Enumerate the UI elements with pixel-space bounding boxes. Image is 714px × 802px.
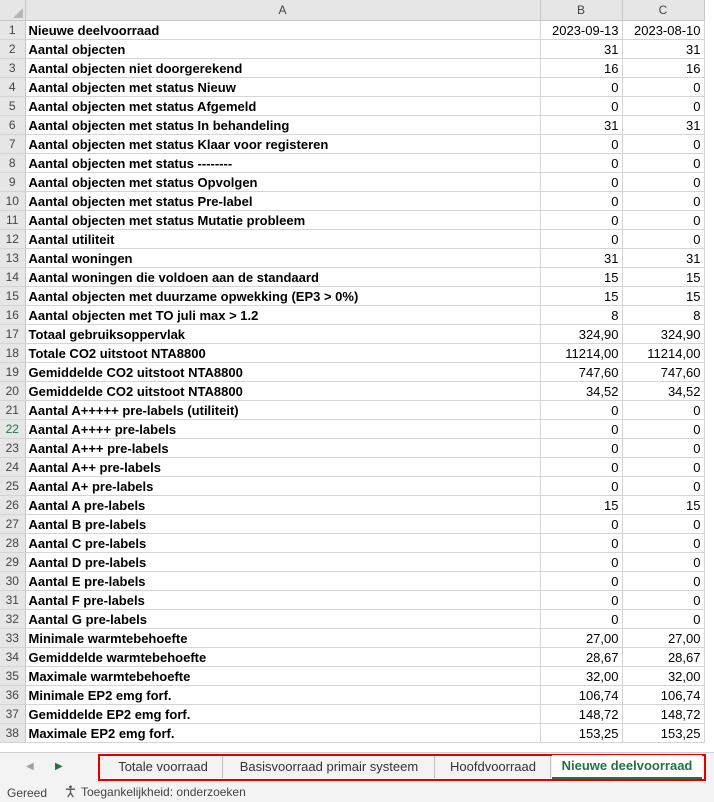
cell-value-c[interactable]: 0	[622, 97, 704, 116]
table-row	[0, 420, 704, 439]
row-number[interactable]: 16	[0, 306, 25, 325]
cell-value-b[interactable]: 0	[540, 135, 622, 154]
row-number[interactable]: 23	[0, 439, 25, 458]
cell-value-b[interactable]: 106,74	[540, 686, 622, 705]
status-bar	[0, 783, 714, 802]
cell-value-b[interactable]: 324,90	[540, 325, 622, 344]
column-header-row	[0, 0, 704, 21]
cell-value-b[interactable]: 153,25	[540, 724, 622, 743]
cell-label[interactable]: Gemiddelde warmtebehoefte	[25, 648, 540, 667]
cell-label[interactable]: Aantal A+++++ pre-labels (utiliteit)	[25, 401, 540, 420]
cell-value-b[interactable]: 8	[540, 306, 622, 325]
cell-value-b[interactable]: 0	[540, 591, 622, 610]
cell-label[interactable]: Aantal objecten met status Nieuw	[25, 78, 540, 97]
row-number[interactable]: 11	[0, 211, 25, 230]
cell-label[interactable]: Gemiddelde CO2 uitstoot NTA8800	[25, 363, 540, 382]
cell-label[interactable]: Aantal A+++ pre-labels	[25, 439, 540, 458]
table-row	[0, 610, 704, 629]
cell-label[interactable]: Minimale EP2 emg forf.	[25, 686, 540, 705]
cell-value-b[interactable]: 0	[540, 610, 622, 629]
cell-value-c[interactable]: 0	[622, 610, 704, 629]
cell-label[interactable]: Aantal objecten met status Opvolgen	[25, 173, 540, 192]
table-row	[0, 287, 704, 306]
cell-date-b[interactable]: 2023-09-13	[540, 21, 622, 40]
cell-value-c[interactable]: 153,25	[622, 724, 704, 743]
cell-label[interactable]: Aantal objecten met TO juli max > 1.2	[25, 306, 540, 325]
cell-label[interactable]: Aantal woningen	[25, 249, 540, 268]
cell-value-c[interactable]: 31	[622, 40, 704, 59]
next-sheet-icon[interactable]: ▶	[55, 761, 63, 772]
row-number[interactable]: 37	[0, 705, 25, 724]
cell-value-b[interactable]: 0	[540, 192, 622, 211]
cell-value-b[interactable]: 0	[540, 230, 622, 249]
cell-value-c[interactable]: 31	[622, 116, 704, 135]
table-row	[0, 401, 704, 420]
row-number[interactable]: 8	[0, 154, 25, 173]
cell-value-b[interactable]: 0	[540, 553, 622, 572]
cell-value-b[interactable]: 0	[540, 173, 622, 192]
row-number[interactable]: 32	[0, 610, 25, 629]
cell-value-b[interactable]: 747,60	[540, 363, 622, 382]
cell-label[interactable]: Aantal A++++ pre-labels	[25, 420, 540, 439]
row-number[interactable]: 7	[0, 135, 25, 154]
row-number[interactable]: 4	[0, 78, 25, 97]
tab-nieuwe-deelvoorraad[interactable]: Nieuwe deelvoorraad	[552, 755, 702, 779]
cell-label[interactable]: Aantal E pre-labels	[25, 572, 540, 591]
table-row	[0, 572, 704, 591]
row-number[interactable]: 38	[0, 724, 25, 743]
accessibility-icon	[64, 785, 77, 798]
select-all-triangle-icon	[13, 8, 23, 18]
cell-value-b[interactable]: 0	[540, 211, 622, 230]
row-number[interactable]: 34	[0, 648, 25, 667]
table-row	[0, 705, 704, 724]
row-number[interactable]: 36	[0, 686, 25, 705]
row-number[interactable]: 10	[0, 192, 25, 211]
cell-value-c[interactable]: 148,72	[622, 705, 704, 724]
row-number[interactable]: 26	[0, 496, 25, 515]
table-row	[0, 59, 704, 78]
cell-label[interactable]: Minimale warmtebehoefte	[25, 629, 540, 648]
cell-value-c[interactable]: 324,90	[622, 325, 704, 344]
cell-value-c[interactable]: 0	[622, 534, 704, 553]
sheet-tab-bar	[0, 752, 714, 783]
table-row	[0, 382, 704, 401]
table-row	[0, 648, 704, 667]
cell-label[interactable]: Totaal gebruiksoppervlak	[25, 325, 540, 344]
cell-label[interactable]: Maximale warmtebehoefte	[25, 667, 540, 686]
tab-hoofdvoorraad[interactable]: Hoofdvoorraad	[436, 756, 551, 778]
cell-label[interactable]: Aantal objecten	[25, 40, 540, 59]
cell-label[interactable]: Aantal woningen die voldoen aan de standaard	[25, 268, 540, 287]
table-row	[0, 78, 704, 97]
cell-value-b[interactable]: 31	[540, 40, 622, 59]
cell-value-b[interactable]: 28,67	[540, 648, 622, 667]
row-number[interactable]: 13	[0, 249, 25, 268]
cell-value-c[interactable]: 31	[622, 249, 704, 268]
row-number[interactable]: 3	[0, 59, 25, 78]
table-row	[0, 135, 704, 154]
cell-value-c[interactable]: 16	[622, 59, 704, 78]
table-row	[0, 116, 704, 135]
cell-value-c[interactable]: 8	[622, 306, 704, 325]
row-number[interactable]: 17	[0, 325, 25, 344]
cell-value-c[interactable]: 0	[622, 458, 704, 477]
cell-label[interactable]: Aantal G pre-labels	[25, 610, 540, 629]
cell-label[interactable]: Aantal objecten niet doorgerekend	[25, 59, 540, 78]
cell-label[interactable]: Gemiddelde CO2 uitstoot NTA8800	[25, 382, 540, 401]
table-row	[0, 629, 704, 648]
table-row	[0, 534, 704, 553]
cell-value-c[interactable]: 0	[622, 553, 704, 572]
cell-value-b[interactable]: 15	[540, 287, 622, 306]
row-number[interactable]: 18	[0, 344, 25, 363]
table-row	[0, 553, 704, 572]
row-number[interactable]: 29	[0, 553, 25, 572]
row-number[interactable]: 22	[0, 420, 25, 439]
cell-value-b[interactable]: 0	[540, 477, 622, 496]
row-number[interactable]: 21	[0, 401, 25, 420]
row-number[interactable]: 14	[0, 268, 25, 287]
cell-value-c[interactable]: 0	[622, 572, 704, 591]
row-number[interactable]: 1	[0, 21, 25, 40]
cell-value-c[interactable]: 0	[622, 173, 704, 192]
row-number[interactable]: 25	[0, 477, 25, 496]
cell-value-c[interactable]: 0	[622, 420, 704, 439]
cell-value-b[interactable]: 0	[540, 78, 622, 97]
cell-value-c[interactable]: 34,52	[622, 382, 704, 401]
status-ready: Gereed	[7, 786, 48, 800]
cell-value-b[interactable]: 15	[540, 268, 622, 287]
cell-label[interactable]: Aantal A pre-labels	[25, 496, 540, 515]
cell-label[interactable]: Aantal B pre-labels	[25, 515, 540, 534]
cell-value-b[interactable]: 15	[540, 496, 622, 515]
cell-value-b[interactable]: 0	[540, 515, 622, 534]
cell-value-b[interactable]: 0	[540, 401, 622, 420]
table-row	[0, 496, 704, 515]
cell-value-c[interactable]: 0	[622, 78, 704, 97]
cell-value-b[interactable]: 16	[540, 59, 622, 78]
tab-totale-voorraad[interactable]: Totale voorraad	[104, 756, 223, 778]
row-number[interactable]: 12	[0, 230, 25, 249]
cell-value-b[interactable]: 31	[540, 116, 622, 135]
table-row	[0, 591, 704, 610]
cell-value-c[interactable]: 0	[622, 401, 704, 420]
cell-value-b[interactable]: 148,72	[540, 705, 622, 724]
cell-value-c[interactable]: 0	[622, 477, 704, 496]
cell-value-b[interactable]: 27,00	[540, 629, 622, 648]
select-all-corner[interactable]	[0, 0, 25, 21]
table-row	[0, 344, 704, 363]
cell-value-b[interactable]: 0	[540, 458, 622, 477]
row-number[interactable]: 9	[0, 173, 25, 192]
cell-date-c[interactable]: 2023-08-10	[622, 21, 704, 40]
table-row	[0, 268, 704, 287]
cell-label[interactable]: Aantal A+ pre-labels	[25, 477, 540, 496]
cell-label[interactable]: Aantal objecten met status Afgemeld	[25, 97, 540, 116]
cell-value-c[interactable]: 15	[622, 496, 704, 515]
row-number[interactable]: 30	[0, 572, 25, 591]
tab-basisvoorraad-primair-systeem[interactable]: Basisvoorraad primair systeem	[224, 756, 435, 778]
table-row	[0, 439, 704, 458]
row-number[interactable]: 5	[0, 97, 25, 116]
table-row	[0, 667, 704, 686]
accessibility-label: Toegankelijkheid: onderzoeken	[81, 785, 246, 799]
row-number[interactable]: 19	[0, 363, 25, 382]
row-number[interactable]: 24	[0, 458, 25, 477]
table-row	[0, 325, 704, 344]
table-row	[0, 192, 704, 211]
accessibility-check[interactable]	[64, 785, 246, 799]
table-row	[0, 154, 704, 173]
table-row	[0, 363, 704, 382]
cell-value-c[interactable]: 28,67	[622, 648, 704, 667]
cell-label[interactable]: Aantal objecten met status Pre-label	[25, 192, 540, 211]
table-row	[0, 97, 704, 116]
cell-value-c[interactable]: 32,00	[622, 667, 704, 686]
table-row	[0, 211, 704, 230]
cell-value-c[interactable]: 11214,00	[622, 344, 704, 363]
cell-label[interactable]: Aantal objecten met status Mutatie probleem	[25, 211, 540, 230]
cell-value-c[interactable]: 0	[622, 439, 704, 458]
cell-value-b[interactable]: 0	[540, 420, 622, 439]
row-number[interactable]: 20	[0, 382, 25, 401]
row-number[interactable]: 27	[0, 515, 25, 534]
cell-value-c[interactable]: 27,00	[622, 629, 704, 648]
cell-value-c[interactable]: 0	[622, 211, 704, 230]
cell-value-b[interactable]: 0	[540, 439, 622, 458]
prev-sheet-icon[interactable]: ◀	[26, 761, 34, 772]
table-row	[0, 686, 704, 705]
table-body	[0, 21, 704, 743]
table-row	[0, 477, 704, 496]
row-number[interactable]: 2	[0, 40, 25, 59]
row-number[interactable]: 15	[0, 287, 25, 306]
cell-value-c[interactable]: 15	[622, 268, 704, 287]
cell-value-c[interactable]: 0	[622, 591, 704, 610]
row-number[interactable]: 31	[0, 591, 25, 610]
table-row	[0, 40, 704, 59]
cell-label[interactable]: Aantal objecten met status Klaar voor registeren	[25, 135, 540, 154]
cell-value-c[interactable]: 0	[622, 135, 704, 154]
table-row	[0, 230, 704, 249]
cell-value-b[interactable]: 31	[540, 249, 622, 268]
cell-label[interactable]: Aantal A++ pre-labels	[25, 458, 540, 477]
row-number[interactable]: 6	[0, 116, 25, 135]
cell-label[interactable]: Aantal D pre-labels	[25, 553, 540, 572]
cell-value-c[interactable]: 15	[622, 287, 704, 306]
cell-value-c[interactable]: 106,74	[622, 686, 704, 705]
cell-label[interactable]: Aantal objecten met status In behandeling	[25, 116, 540, 135]
column-header-b[interactable]: B	[540, 0, 622, 21]
row-number[interactable]: 28	[0, 534, 25, 553]
table-row	[0, 21, 704, 40]
table-row	[0, 458, 704, 477]
cell-value-b[interactable]: 0	[540, 534, 622, 553]
cell-value-b[interactable]: 0	[540, 97, 622, 116]
cell-value-c[interactable]: 0	[622, 230, 704, 249]
cell-label[interactable]: Aantal objecten met duurzame opwekking (EP3 > 0%)	[25, 287, 540, 306]
cell-value-b[interactable]: 32,00	[540, 667, 622, 686]
column-header-c[interactable]: C	[622, 0, 704, 21]
row-number[interactable]: 35	[0, 667, 25, 686]
table-row	[0, 515, 704, 534]
column-header-a[interactable]: A	[25, 0, 540, 21]
cell-label[interactable]: Aantal utiliteit	[25, 230, 540, 249]
cell-value-c[interactable]: 0	[622, 192, 704, 211]
table-row	[0, 173, 704, 192]
cell-value-c[interactable]: 0	[622, 154, 704, 173]
table-row	[0, 724, 704, 743]
cell-value-b[interactable]: 11214,00	[540, 344, 622, 363]
row-number[interactable]: 33	[0, 629, 25, 648]
cell-label[interactable]: Aantal C pre-labels	[25, 534, 540, 553]
cell-label[interactable]: Aantal F pre-labels	[25, 591, 540, 610]
cell-label[interactable]: Gemiddelde EP2 emg forf.	[25, 705, 540, 724]
cell-value-b[interactable]: 0	[540, 572, 622, 591]
cell-value-c[interactable]: 747,60	[622, 363, 704, 382]
cell-value-b[interactable]: 34,52	[540, 382, 622, 401]
cell-label[interactable]: Aantal objecten met status --------	[25, 154, 540, 173]
cell-label[interactable]: Maximale EP2 emg forf.	[25, 724, 540, 743]
cell-value-c[interactable]: 0	[622, 515, 704, 534]
table-row	[0, 249, 704, 268]
table-row	[0, 306, 704, 325]
cell-label[interactable]: Nieuwe deelvoorraad	[25, 21, 540, 40]
cell-label[interactable]: Totale CO2 uitstoot NTA8800	[25, 344, 540, 363]
cell-value-b[interactable]: 0	[540, 154, 622, 173]
